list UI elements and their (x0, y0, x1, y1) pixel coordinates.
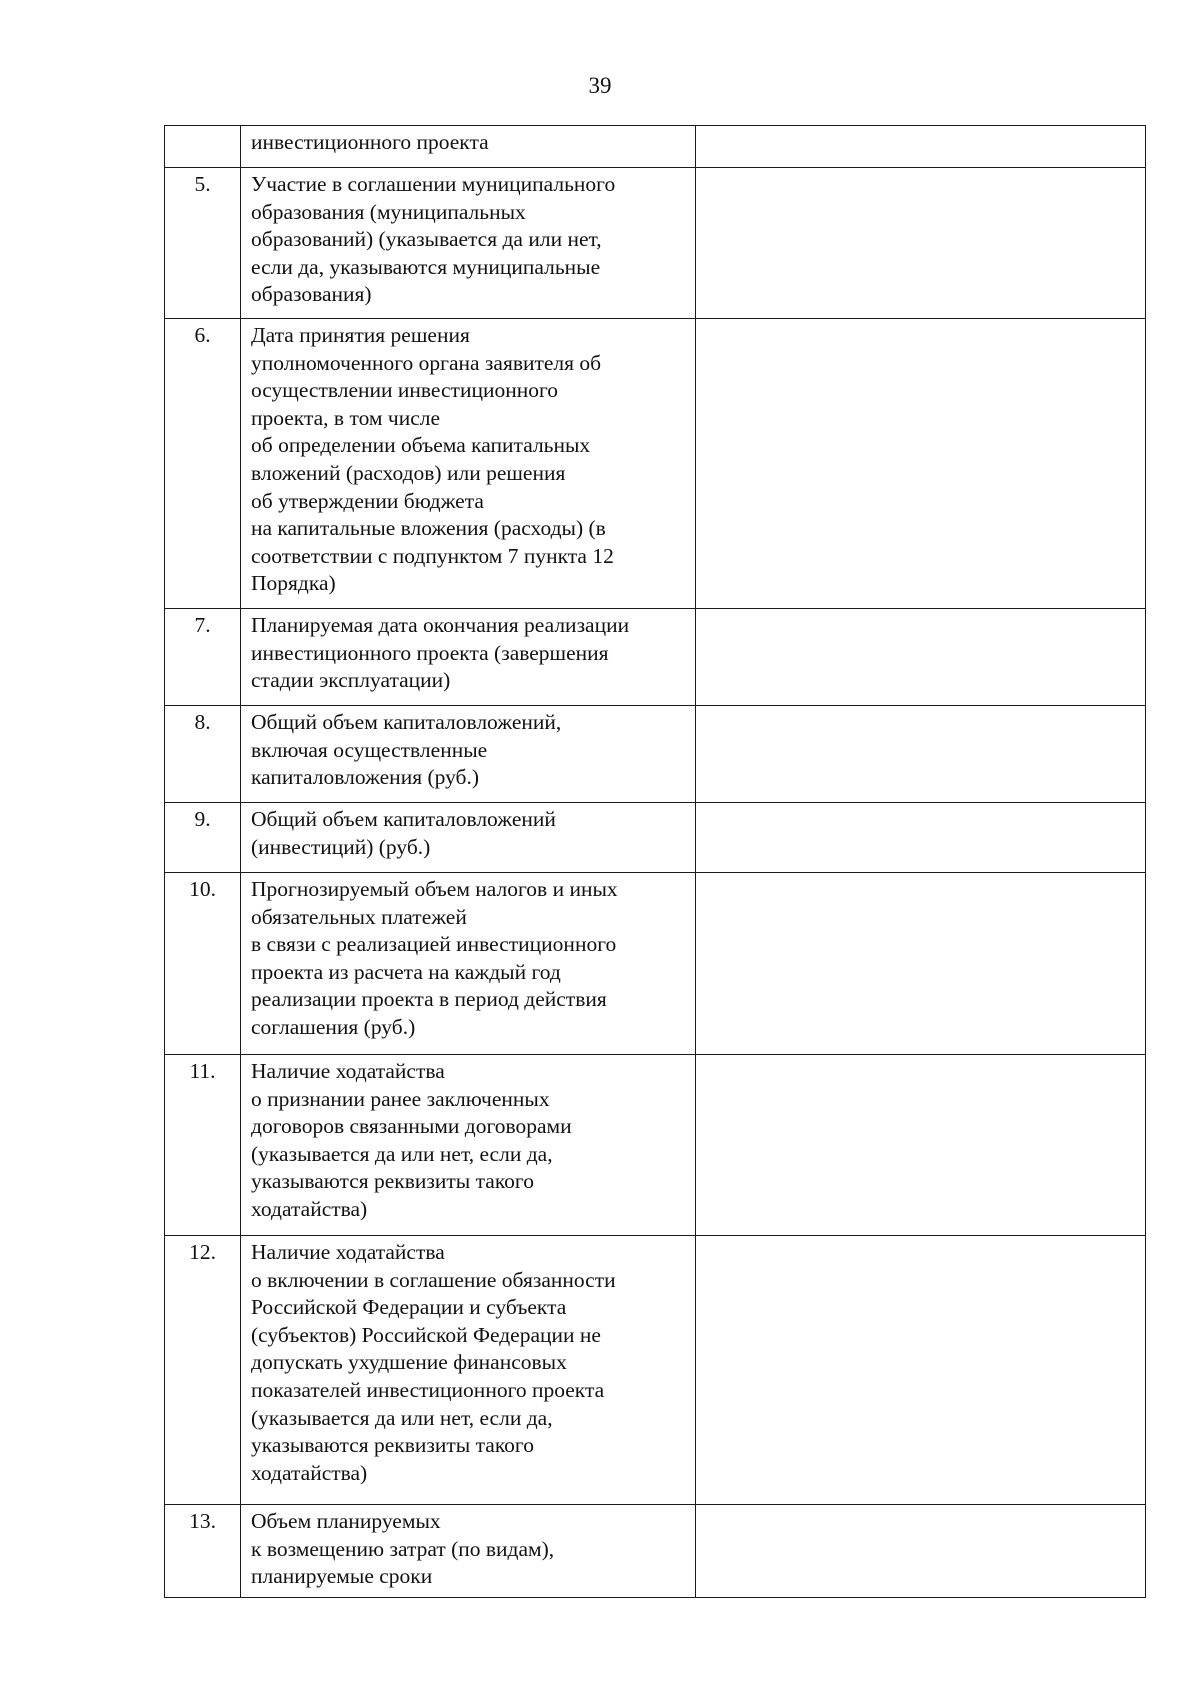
row-number: 13. (165, 1505, 241, 1598)
row-number: 7. (165, 609, 241, 706)
row-number: 6. (165, 319, 241, 609)
row-description: Объем планируемых к возмещению затрат (по видам), планируемые сроки (241, 1505, 696, 1598)
row-value-cell[interactable] (696, 873, 1146, 1055)
row-value-cell[interactable] (696, 1236, 1146, 1505)
row-value-cell[interactable] (696, 609, 1146, 706)
table-row (165, 1236, 1146, 1505)
row-description: Прогнозируемый объем налогов и иных обязательных платежей в связи с реализацией инвестиционного проекта из расчета на каждый год реализации проекта в период действия соглашения (руб.) (241, 873, 696, 1055)
table-body (165, 126, 1146, 1598)
row-number: 11. (165, 1055, 241, 1236)
page-number: 39 (588, 73, 612, 98)
table-row (165, 126, 1146, 168)
row-description: Наличие ходатайства о признании ранее заключенных договоров связанными договорами (указывается да или нет, если да, указываются реквизиты такого ходатайства) (241, 1055, 696, 1236)
row-value-cell[interactable] (696, 706, 1146, 803)
row-description: Общий объем капиталовложений (инвестиций) (руб.) (241, 803, 696, 873)
row-description: инвестиционного проекта (241, 126, 696, 168)
table-row (165, 1055, 1146, 1236)
row-value-cell[interactable] (696, 1505, 1146, 1598)
row-number: 12. (165, 1236, 241, 1505)
table-row (165, 1505, 1146, 1598)
row-description: Дата принятия решения уполномоченного органа заявителя об осуществлении инвестиционного проекта, в том числе об определении объема капитальных вложений (расходов) или решения об утверждении бюджета на капитальные вложения (расходы) (в соответствии с подпунктом 7 пункта 12 Порядка) (241, 319, 696, 609)
row-value-cell[interactable] (696, 319, 1146, 609)
table-row (165, 873, 1146, 1055)
row-number: 9. (165, 803, 241, 873)
row-number: 5. (165, 168, 241, 319)
table-row (165, 319, 1146, 609)
table-row (165, 609, 1146, 706)
row-number: 10. (165, 873, 241, 1055)
row-value-cell[interactable] (696, 126, 1146, 168)
row-value-cell[interactable] (696, 1055, 1146, 1236)
row-value-cell[interactable] (696, 168, 1146, 319)
table-row (165, 168, 1146, 319)
row-description: Участие в соглашении муниципального образования (муниципальных образований) (указывается да или нет, если да, указываются муниципальные образования) (241, 168, 696, 319)
row-value-cell[interactable] (696, 803, 1146, 873)
row-number (165, 126, 241, 168)
table-row (165, 803, 1146, 873)
row-description: Планируемая дата окончания реализации инвестиционного проекта (завершения стадии эксплуатации) (241, 609, 696, 706)
row-description: Общий объем капиталовложений, включая осуществленные капиталовложения (руб.) (241, 706, 696, 803)
row-description: Наличие ходатайства о включении в соглашение обязанности Российской Федерации и субъекта (субъектов) Российской Федерации не допускать ухудшение финансовых показателей инвестиционного проекта (указывается да или нет, если да, указываются реквизиты такого ходатайства) (241, 1236, 696, 1505)
table-row (165, 706, 1146, 803)
application-form-table (164, 125, 1146, 1598)
row-number: 8. (165, 706, 241, 803)
